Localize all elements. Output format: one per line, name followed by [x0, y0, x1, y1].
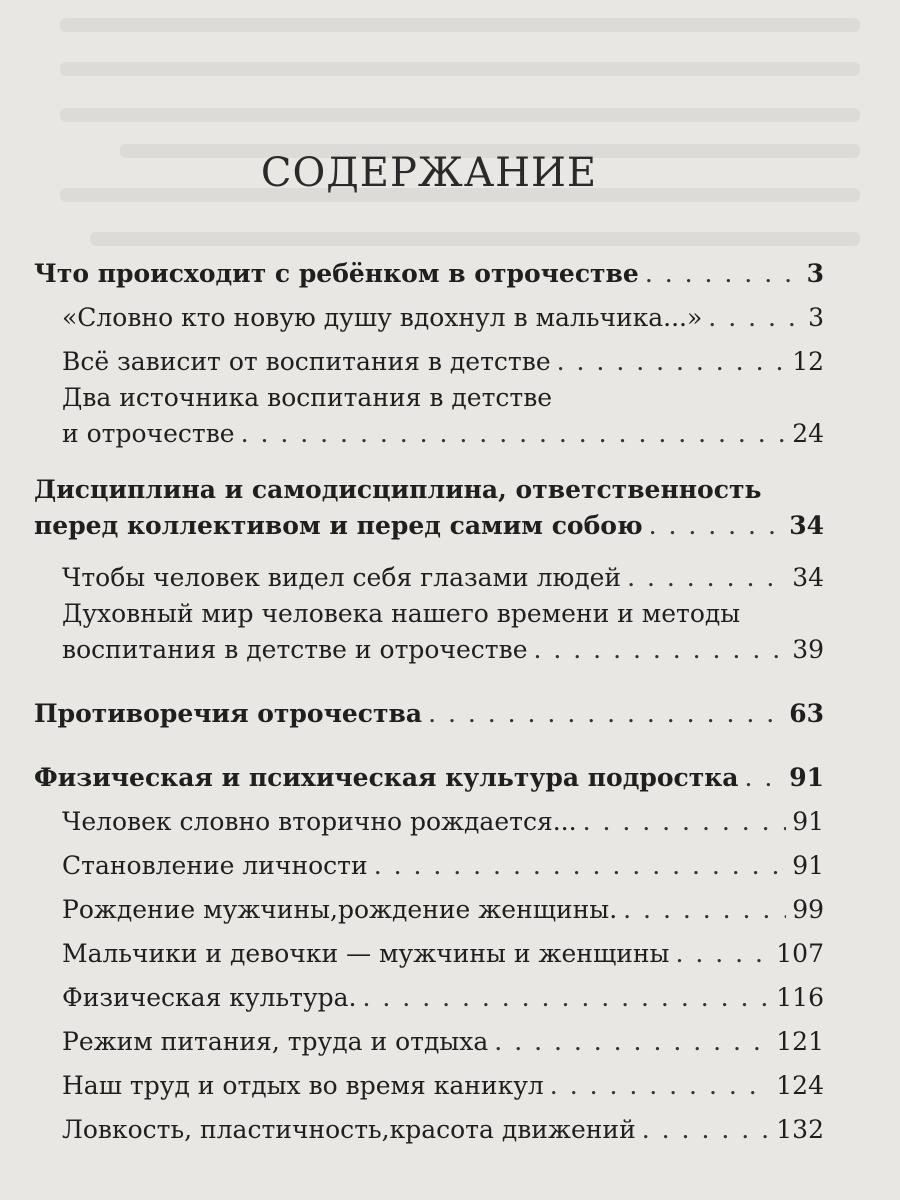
dot-leader — [241, 416, 787, 452]
dot-leader — [675, 936, 770, 972]
page-number: 91 — [789, 763, 824, 792]
page-number: 116 — [776, 983, 824, 1012]
page-number: 3 — [808, 303, 824, 332]
toc-entry — [34, 1104, 824, 1148]
toc-entry — [34, 796, 824, 840]
page-number: 3 — [806, 259, 824, 288]
entry-title: Физическая культура. — [62, 983, 357, 1012]
toc-entry — [34, 552, 824, 596]
page-number: 121 — [776, 1027, 824, 1056]
dot-leader — [363, 980, 771, 1016]
toc-entry — [34, 972, 824, 1016]
page-number: 99 — [792, 895, 824, 924]
dot-leader — [557, 344, 787, 380]
entry-title: Чтобы человек видел себя глазами людей — [62, 563, 622, 592]
page-number: 124 — [776, 1071, 824, 1100]
entry-title: Человек словно вторично рождается... — [62, 807, 577, 836]
dot-leader — [745, 760, 784, 796]
chapter-title-line2: перед коллективом и перед самим собою — [34, 511, 643, 540]
entry-title: «Словно кто новую душу вдохнул в мальчика...» — [62, 303, 703, 332]
dot-leader — [642, 1112, 771, 1148]
toc-section — [34, 472, 824, 668]
toc-entry — [34, 380, 824, 452]
toc-entry — [34, 884, 824, 928]
toc-entry — [34, 1060, 824, 1104]
page-title: СОДЕРЖАНИЕ — [260, 150, 598, 196]
chapter-title: Физическая и психическая культура подростка — [34, 763, 739, 792]
toc-section — [34, 248, 824, 452]
toc-entry — [34, 928, 824, 972]
page-number: 34 — [792, 563, 824, 592]
toc-entry — [34, 840, 824, 884]
toc-chapter-entry — [34, 472, 824, 544]
toc-section — [34, 688, 824, 732]
chapter-title: Противоречия отрочества — [34, 699, 423, 728]
toc-chapter-entry — [34, 248, 824, 292]
entry-title: Всё зависит от воспитания в детстве — [62, 347, 551, 376]
entry-title: Мальчики и девочки — мужчины и женщины — [62, 939, 670, 968]
dot-leader — [623, 892, 786, 928]
entry-title: Рождение мужчины,рождение женщины. — [62, 895, 618, 924]
page-number: 132 — [776, 1115, 824, 1144]
page-number: 91 — [792, 851, 824, 880]
toc-entry — [34, 596, 824, 668]
dot-leader — [428, 696, 783, 732]
dot-leader — [627, 560, 786, 596]
entry-title: Становление личности — [62, 851, 368, 880]
page-number: 24 — [792, 419, 824, 448]
chapter-title-line1: Дисциплина и самодисциплина, ответственность — [34, 475, 762, 504]
chapter-title: Что происходит с ребёнком в отрочестве — [34, 259, 639, 288]
dot-leader — [494, 1024, 770, 1060]
toc-section — [34, 752, 824, 1148]
dot-leader — [534, 632, 787, 668]
entry-title-line2: воспитания в детстве и отрочестве — [62, 635, 528, 664]
dot-leader — [708, 300, 802, 336]
dot-leader — [550, 1068, 770, 1104]
entry-title: Наш труд и отдых во время каникул — [62, 1071, 544, 1100]
table-of-contents — [34, 150, 824, 1168]
toc-entry — [34, 1016, 824, 1060]
page-number: 107 — [776, 939, 824, 968]
entry-title: Режим питания, труда и отдыха — [62, 1027, 489, 1056]
page-number: 91 — [792, 807, 824, 836]
dot-leader — [649, 508, 784, 544]
page-number: 34 — [789, 511, 824, 540]
page-number: 12 — [792, 347, 824, 376]
entry-title-line1: Духовный мир человека нашего времени и методы — [62, 599, 741, 628]
toc-entry — [34, 336, 824, 380]
entry-title-line2: и отрочестве — [62, 419, 235, 448]
dot-leader — [645, 256, 801, 292]
page-number: 63 — [789, 699, 824, 728]
dot-leader — [374, 848, 787, 884]
toc-chapter-entry — [34, 688, 824, 732]
toc-entry — [34, 292, 824, 336]
entry-title: Ловкость, пластичность,красота движений — [62, 1115, 636, 1144]
page-number: 39 — [792, 635, 824, 664]
toc-chapter-entry — [34, 752, 824, 796]
dot-leader — [583, 804, 787, 840]
entry-title-line1: Два источника воспитания в детстве — [62, 383, 553, 412]
